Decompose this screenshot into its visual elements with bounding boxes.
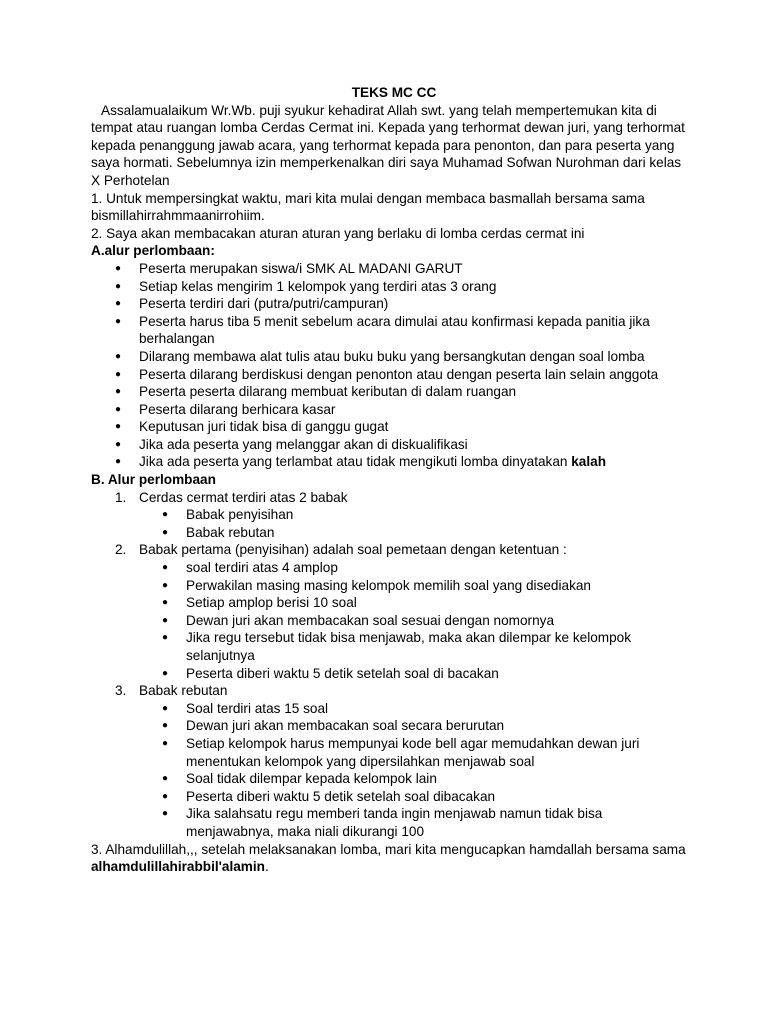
list-item: ● Peserta diberi waktu 5 detik setelah soal di bacakan xyxy=(139,665,691,683)
list-item: ● Setiap amplop berisi 10 soal xyxy=(139,594,691,612)
list-item: ● Peserta terdiri dari (putra/putri/campuran) xyxy=(91,295,691,313)
closing-paragraph xyxy=(91,841,691,876)
list-item: ● Dewan juri akan membacakan soal secara berurutan xyxy=(139,717,691,735)
step-sublist xyxy=(139,506,691,541)
list-item: ● Peserta diberi waktu 5 detik setelah soal dibacakan xyxy=(139,788,691,806)
closing-end: . xyxy=(264,859,269,875)
list-item: ● Peserta dilarang berdiskusi dengan penonton atau dengan peserta lain selain anggota xyxy=(91,366,691,384)
list-item-text: Jika ada peserta yang terlambat atau tidak mengikuti lomba dinyatakan xyxy=(139,454,568,470)
section-b-heading: B. Alur perlombaan xyxy=(91,472,216,488)
step-label: Babak pertama (penyisihan) adalah soal pemetaan dengan ketentuan : xyxy=(139,542,567,558)
step-label: Babak rebutan xyxy=(139,683,228,699)
paragraph-2: 2. Saya akan membacakan aturan aturan yang berlaku di lomba cerdas cermat ini xyxy=(91,225,585,241)
section-b-steps xyxy=(91,489,691,841)
list-item: ● Jika salahsatu regu memberi tanda ingin menjawab namun tidak bisa menjawabnya, maka niali dikurangi 100 xyxy=(139,805,691,840)
list-item: ● Setiap kelas mengirim 1 kelompok yang terdiri atas 3 orang xyxy=(91,278,691,296)
list-item xyxy=(91,453,691,471)
list-item: ● Peserta harus tiba 5 menit sebelum acara dimulai atau konfirmasi kepada panitia jika berhalangan xyxy=(91,313,691,348)
list-item: ● Jika ada peserta yang melanggar akan di diskualifikasi xyxy=(91,436,691,454)
closing-text: 3. Alhamdulillah,,, setelah melaksanakan lomba, mari kita mengucapkan hamdallah bersama sama xyxy=(91,841,686,857)
step-number: 2. xyxy=(115,542,127,558)
list-item-bold-text: kalah xyxy=(571,454,607,470)
list-item: ● Jika regu tersebut tidak bisa menjawab, maka akan dilempar ke kelompok selanjutnya xyxy=(139,629,691,664)
list-item: ● Babak rebutan xyxy=(139,524,691,542)
list-item: ● Dewan juri akan membacakan soal sesuai dengan nomornya xyxy=(139,612,691,630)
step-number: 3. xyxy=(115,683,127,699)
closing-bold-text: alhamdulillahirabbil'alamin xyxy=(91,859,265,875)
step-sublist xyxy=(139,700,691,841)
step-label: Cerdas cermat terdiri atas 2 babak xyxy=(139,489,348,505)
list-item: ● Peserta dilarang berhicara kasar xyxy=(91,401,691,419)
list-item: ● Peserta peserta dilarang membuat keributan di dalam ruangan xyxy=(91,383,691,401)
list-item: ● Dilarang membawa alat tulis atau buku buku yang bersangkutan dengan soal lomba xyxy=(91,348,691,366)
step-item xyxy=(91,541,691,682)
list-item: ● soal terdiri atas 4 amplop xyxy=(139,559,691,577)
section-a-list xyxy=(91,260,691,471)
intro-paragraph: Assalamualaikum Wr.Wb. puji syukur kehadirat Allah swt. yang telah mempertemukan kita di tempat atau ruangan lomba Cerdas Cermat ini. Kepada yang terhormat dewan juri, yang terhormat kepada penanggung jawab acara, yang terhormat kepada para penonton, dan para peserta yang saya hormati. Sebelumnya izin memperkenalkan diri saya Muhamad Sofwan Nurohman dari kelas X Perhotelan xyxy=(91,102,685,188)
document-page xyxy=(91,84,691,876)
step-item xyxy=(91,682,691,840)
list-item: ● Soal terdiri atas 15 soal xyxy=(139,700,691,718)
section-a-heading: A.alur perlombaan: xyxy=(91,243,215,259)
document-title: TEKS MC CC xyxy=(351,85,437,100)
step-sublist xyxy=(139,559,691,682)
step-number: 1. xyxy=(115,489,127,505)
paragraph-1: 1. Untuk mempersingkat waktu, mari kita mulai dengan membaca basmallah bersama sama bismillahirrahmmaanirrohiim. xyxy=(91,190,645,224)
list-item: ● Peserta merupakan siswa/i SMK AL MADANI GARUT xyxy=(91,260,691,278)
list-item: ● Setiap kelompok harus mempunyai kode bell agar memudahkan dewan juri menentukan kelompok yang dipersilahkan menjawab soal xyxy=(139,735,691,770)
list-item: ● Keputusan juri tidak bisa di ganggu gugat xyxy=(91,418,691,436)
list-item: ● Perwakilan masing masing kelompok memilih soal yang disediakan xyxy=(139,577,691,595)
list-item: ● Soal tidak dilempar kepada kelompok lain xyxy=(139,770,691,788)
step-item xyxy=(91,489,691,542)
list-item: ● Babak penyisihan xyxy=(139,506,691,524)
